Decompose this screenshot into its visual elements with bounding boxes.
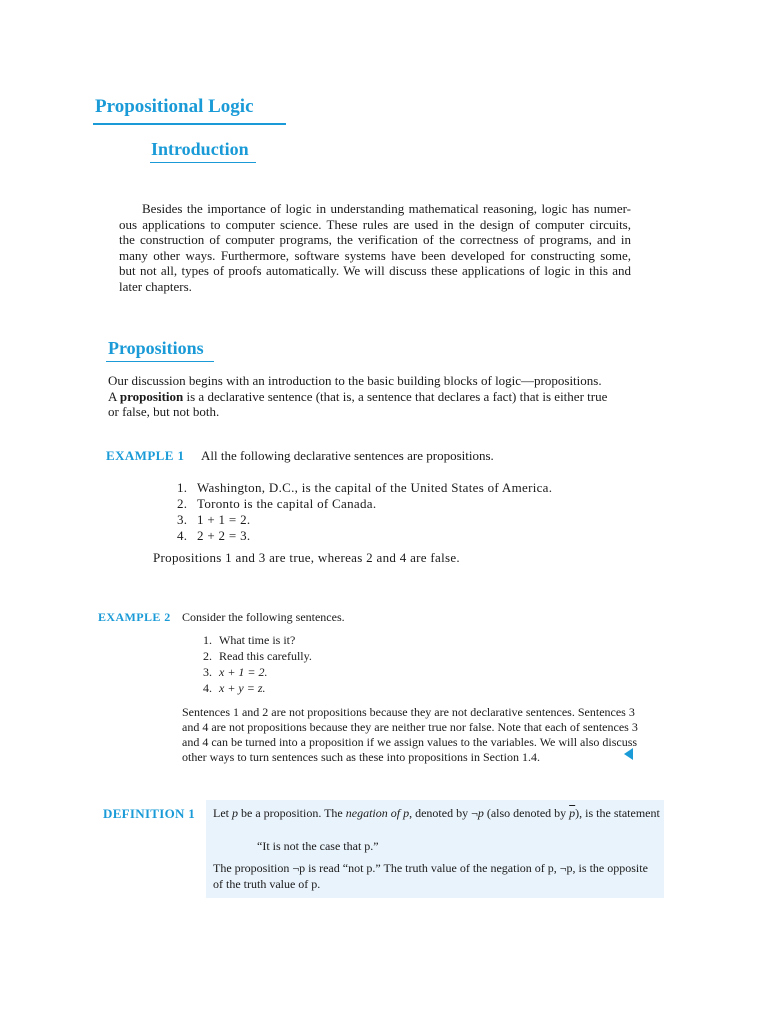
- list-number: 1.: [203, 633, 212, 647]
- propositions-text: is a declarative sentence (that is, a sentence that declares a fact) that is either true: [183, 388, 608, 404]
- list-text: 2 + 2 = 3.: [197, 528, 251, 543]
- example-2-label: EXAMPLE 2: [98, 610, 171, 624]
- example-1-conclusion: Propositions 1 and 3 are true, whereas 2 and 4 are false.: [153, 550, 460, 565]
- intro-line: ous applications to computer science. These rules are used in the design of computer circuits,: [119, 216, 631, 232]
- intro-line: later chapters.: [119, 278, 192, 294]
- definition-line: [213, 806, 660, 821]
- definition-var: p: [232, 806, 238, 820]
- list-text: Toronto is the capital of Canada.: [197, 496, 377, 511]
- definition-line: of the truth value of p.: [213, 877, 321, 891]
- list-text: x + y = z.: [219, 681, 266, 695]
- list-item: [203, 632, 312, 648]
- example-2-intro: Consider the following sentences.: [182, 610, 345, 624]
- title-underline: [93, 123, 286, 125]
- definition-1-label: DEFINITION 1: [103, 806, 196, 821]
- definition-term: negation of p: [345, 806, 410, 820]
- intro-line: many other ways. Furthermore, software systems have been developed for constructing some,: [119, 247, 631, 263]
- list-text: Read this carefully.: [219, 649, 312, 663]
- list-item: [177, 480, 552, 496]
- section-heading-introduction: Introduction: [151, 139, 249, 159]
- definition-var-bar: $\overline{p}$: [569, 806, 576, 820]
- definition-text: (also denoted by: [483, 806, 570, 820]
- example-1-intro: All the following declarative sentences are propositions.: [201, 448, 494, 463]
- propositions-line: or false, but not both.: [108, 404, 220, 419]
- definition-text: , denoted by ¬: [409, 806, 478, 820]
- list-item: [203, 664, 312, 680]
- definition-paragraph: [213, 860, 648, 892]
- example-2-line: Sentences 1 and 2 are not propositions because they are not declarative sentences. Sentences 3: [182, 705, 635, 719]
- list-number: 2.: [203, 649, 212, 663]
- list-item: [177, 512, 552, 528]
- example-2-list: [203, 632, 312, 696]
- intro-line: but not all, types of proofs automatically. We will discuss these applications of logic in this and: [119, 263, 631, 278]
- definition-text: ), is the statement: [575, 806, 660, 820]
- list-number: 3.: [177, 512, 188, 527]
- example-2-paragraph: [182, 705, 638, 765]
- definition-quote: “It is not the case that p.”: [257, 839, 379, 853]
- intro-line: the construction of computer programs, the verification of the correctness of programs, and in: [119, 232, 631, 247]
- intro-paragraph: [119, 201, 631, 294]
- list-item: [177, 496, 552, 512]
- example-1-list: [177, 480, 552, 544]
- propositions-line: Our discussion begins with an introduction to the basic building blocks of logic—propositions.: [108, 373, 602, 388]
- definition-text: Let: [213, 806, 232, 820]
- list-number: 2.: [177, 496, 188, 511]
- propositions-line: [108, 389, 620, 405]
- definition-var: p: [477, 806, 484, 820]
- list-item: [203, 648, 312, 664]
- list-number: 1.: [177, 480, 188, 495]
- list-text: 1 + 1 = 2.: [197, 512, 251, 527]
- list-number: 4.: [203, 681, 212, 695]
- list-text: What time is it?: [219, 633, 296, 647]
- list-text: x + 1 = 2.: [219, 665, 268, 679]
- example-2-line: and 4 can be turned into a proposition if we assign values to the variables. We will also discuss: [182, 735, 638, 749]
- section-heading-propositions: Propositions: [108, 338, 204, 358]
- example-1-label: EXAMPLE 1: [106, 448, 185, 463]
- intro-line: Besides the importance of logic in understanding mathematical reasoning, logic has numer-: [142, 201, 631, 216]
- propositions-paragraph: [108, 373, 620, 420]
- definition-line: The proposition ¬p is read “not p.” The truth value of the negation of p, ¬p, is the opposite: [213, 861, 648, 875]
- definition-text: be a proposition. The: [238, 806, 346, 820]
- list-item: [203, 680, 312, 696]
- end-of-example-icon: [624, 748, 633, 760]
- example-2-line: and 4 are not propositions because they are neither true nor false. Note that each of sentences 3: [182, 720, 638, 734]
- list-item: [177, 528, 552, 544]
- introduction-underline: [150, 162, 256, 163]
- example-2-line: other ways to turn sentences such as these into propositions in Section 1.4.: [182, 750, 540, 764]
- propositions-underline: [106, 361, 214, 362]
- list-number: 3.: [203, 665, 212, 679]
- proposition-term: proposition: [119, 388, 184, 404]
- list-text: Washington, D.C., is the capital of the United States of America.: [197, 480, 553, 495]
- list-number: 4.: [177, 528, 188, 543]
- propositions-text: A: [108, 388, 120, 404]
- page-title: Propositional Logic: [95, 96, 254, 117]
